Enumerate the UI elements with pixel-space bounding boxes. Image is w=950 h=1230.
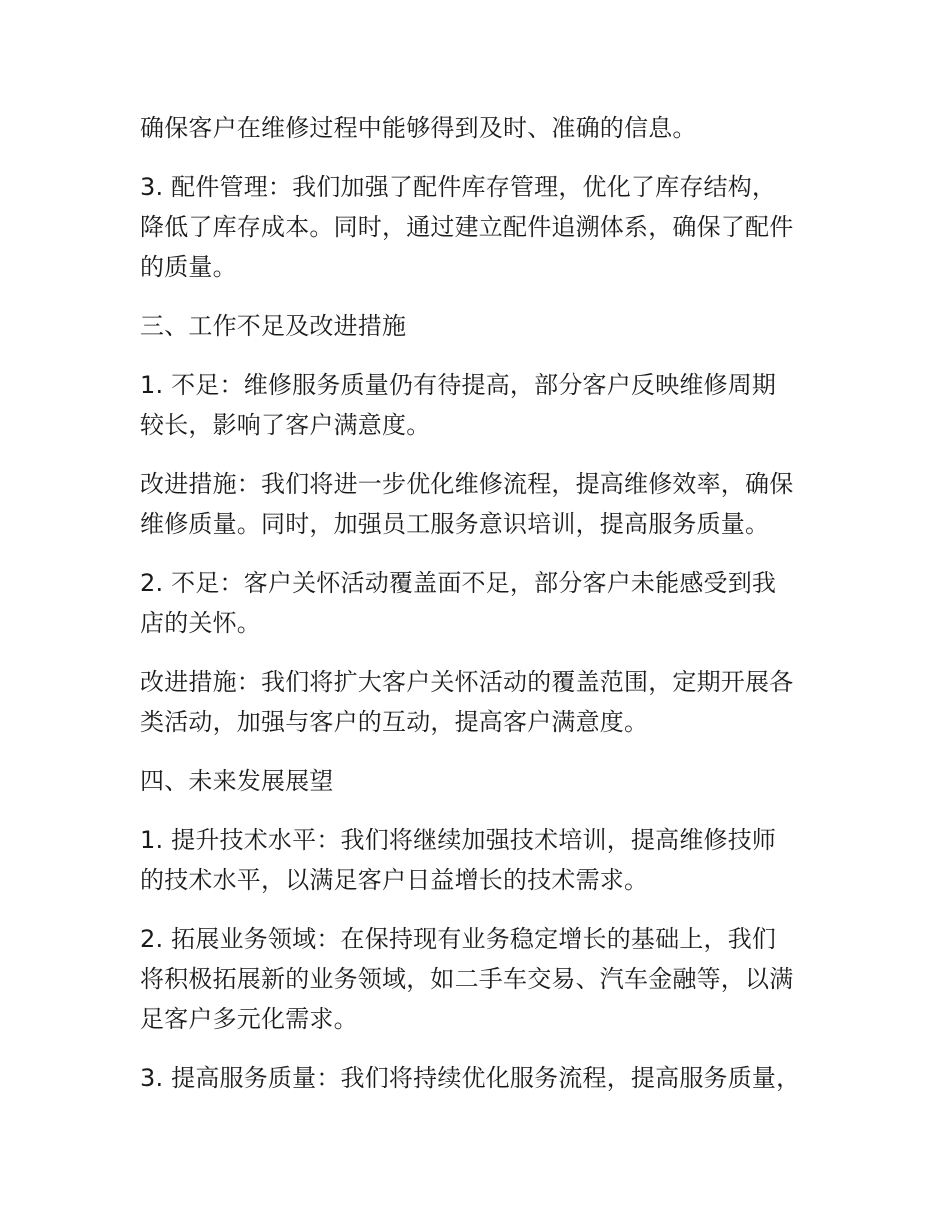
paragraph-shortcoming-2 bbox=[140, 563, 820, 643]
text-line: 店的关怀。 bbox=[140, 609, 261, 637]
text-line: 将积极拓展新的业务领域，如二手车交易、汽车金融等，以满 bbox=[140, 965, 794, 993]
text-line: 足客户多元化需求。 bbox=[140, 1005, 358, 1033]
text-line: 降低了库存成本。同时，通过建立配件追溯体系，确保了配件 bbox=[140, 213, 794, 241]
document-body bbox=[140, 108, 820, 1117]
text-line: 较长，影响了客户满意度。 bbox=[140, 411, 431, 439]
text-line: 3. 提高服务质量：我们将持续优化服务流程，提高服务质量， bbox=[140, 1064, 801, 1092]
heading-text: 四、未来发展展望 bbox=[140, 767, 334, 795]
paragraph-outlook-1 bbox=[140, 820, 820, 900]
text-line: 1. 不足：维修服务质量仍有待提高，部分客户反映维修周期 bbox=[140, 371, 777, 399]
text-line: 维修质量。同时，加强员工服务意识培训，提高服务质量。 bbox=[140, 510, 770, 538]
section-heading-shortcomings bbox=[140, 306, 820, 346]
section-heading-outlook bbox=[140, 761, 820, 801]
text-line: 2. 不足：客户关怀活动覆盖面不足，部分客户未能感受到我 bbox=[140, 569, 777, 597]
text-line: 改进措施：我们将扩大客户关怀活动的覆盖范围，定期开展各 bbox=[140, 668, 794, 696]
text-line: 确保客户在维修过程中能够得到及时、准确的信息。 bbox=[140, 114, 697, 142]
paragraph-info-continuation bbox=[140, 108, 820, 148]
text-line: 改进措施：我们将进一步优化维修流程，提高维修效率，确保 bbox=[140, 470, 794, 498]
heading-text: 三、工作不足及改进措施 bbox=[140, 312, 407, 340]
text-line: 的技术水平，以满足客户日益增长的技术需求。 bbox=[140, 866, 649, 894]
paragraph-shortcoming-1 bbox=[140, 365, 820, 445]
paragraph-parts-management bbox=[140, 167, 820, 287]
paragraph-improvement-1 bbox=[140, 464, 820, 544]
text-line: 的质量。 bbox=[140, 253, 237, 281]
text-line: 2. 拓展业务领域：在保持现有业务稳定增长的基础上，我们 bbox=[140, 925, 777, 953]
text-line: 3. 配件管理：我们加强了配件库存管理，优化了库存结构， bbox=[140, 173, 777, 201]
paragraph-outlook-2 bbox=[140, 919, 820, 1039]
text-line: 类活动，加强与客户的互动，提高客户满意度。 bbox=[140, 708, 649, 736]
text-line: 1. 提升技术水平：我们将继续加强技术培训，提高维修技师 bbox=[140, 826, 777, 854]
paragraph-improvement-2 bbox=[140, 662, 820, 742]
paragraph-outlook-3 bbox=[140, 1058, 820, 1098]
